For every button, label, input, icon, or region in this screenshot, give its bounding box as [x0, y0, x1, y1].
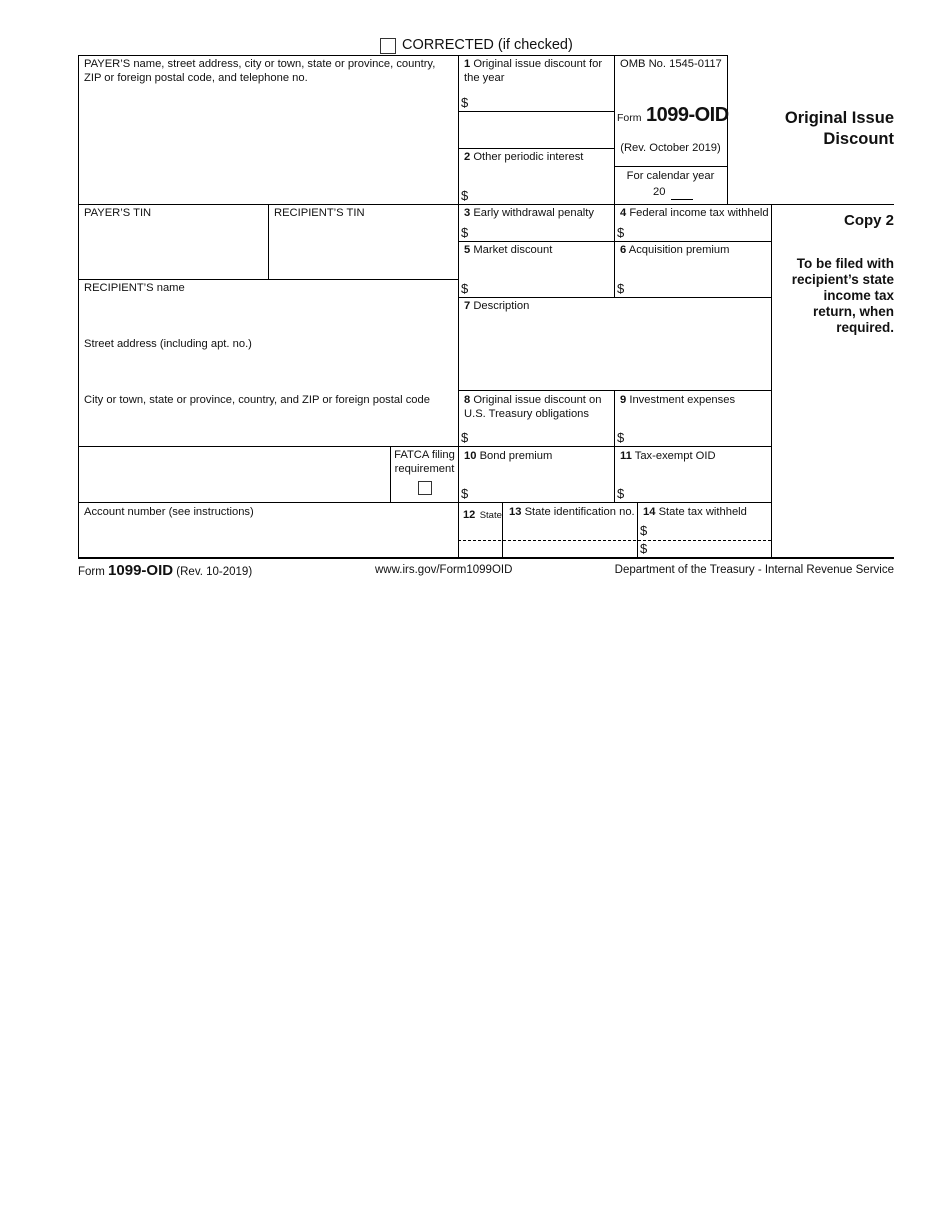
box9-dollar: $ [617, 430, 625, 445]
box7-label [464, 299, 764, 313]
box6-number: 6 [620, 244, 627, 256]
box9-value[interactable] [631, 430, 761, 446]
copy-line: income tax [823, 288, 894, 303]
box1-label [464, 57, 610, 85]
box6-dollar: $ [617, 281, 625, 296]
box14-value-1[interactable] [654, 522, 766, 538]
box5-label [464, 243, 612, 257]
recipient-street-label: Street address (including apt. no.) [84, 338, 252, 350]
box11-value[interactable] [631, 486, 761, 502]
box5-value[interactable] [475, 281, 605, 297]
recipient-city-label: City or town, state or province, country, and ZIP or foreign postal code [84, 394, 430, 406]
box13-value-2[interactable] [505, 542, 635, 556]
box7-text: Description [473, 300, 530, 312]
box6-value[interactable] [631, 281, 761, 297]
footer-url[interactable]: www.irs.gov/Form1099OID [375, 564, 513, 576]
box14-label [643, 505, 747, 519]
box12-value-1[interactable] [460, 520, 500, 538]
box10-dollar: $ [461, 486, 469, 501]
corrected-label: CORRECTED (if checked) [402, 37, 573, 53]
recipient-name-label: RECIPIENT’S name [84, 282, 185, 294]
omb-number: OMB No. 1545-0117 [620, 58, 722, 70]
account-number-label: Account number (see instructions) [84, 506, 254, 518]
form-title-block [617, 104, 729, 127]
box12-text: State [479, 510, 502, 521]
box4-text: Federal income tax withheld [629, 207, 769, 219]
box10-number: 10 [464, 450, 477, 462]
title-line-2: Discount [823, 130, 894, 148]
form-number: 1099-OID [645, 104, 729, 126]
copy-instructions [760, 256, 894, 336]
box9-text: Investment expenses [629, 394, 736, 406]
box4-dollar: $ [617, 225, 625, 240]
box6-label [620, 243, 768, 257]
box4-label [620, 206, 770, 220]
box7-number: 7 [464, 300, 471, 312]
box1-value[interactable] [475, 95, 605, 111]
box3-label [464, 206, 612, 220]
footer-revision: (Rev. 10-2019) [176, 566, 253, 578]
calendar-year-label: For calendar year [626, 170, 715, 182]
box10-text: Bond premium [479, 450, 553, 462]
box8-text: Original issue discount on U.S. Treasury obligations [464, 394, 602, 420]
box9-number: 9 [620, 394, 627, 406]
box2-value[interactable] [475, 188, 605, 204]
payer-tin-label: PAYER’S TIN [84, 207, 152, 219]
form-word: Form [617, 112, 642, 124]
box4-value[interactable] [631, 225, 761, 241]
box14-value-2[interactable] [654, 542, 766, 556]
box13-label [509, 505, 635, 519]
box11-dollar: $ [617, 486, 625, 501]
box11-label [620, 449, 768, 463]
footer-form-id [78, 562, 252, 579]
box8-label [464, 393, 612, 421]
form-title [740, 108, 894, 150]
box1-text: Original issue discount for the year [464, 58, 603, 84]
box3-dollar: $ [461, 225, 469, 240]
box8-number: 8 [464, 394, 471, 406]
box4-number: 4 [620, 207, 627, 219]
footer-form-number: 1099-OID [108, 562, 174, 579]
box14-number: 14 [643, 506, 656, 518]
box11-number: 11 [620, 450, 632, 462]
box10-label [464, 449, 612, 463]
box14-dollar-1: $ [640, 523, 648, 538]
box11-text: Tax-exempt OID [634, 450, 716, 462]
copy-label: Copy 2 [843, 212, 894, 229]
box8-dollar: $ [461, 430, 469, 445]
box6-text: Acquisition premium [628, 244, 730, 256]
box2-number: 2 [464, 151, 471, 163]
box8-value[interactable] [475, 430, 605, 446]
box13-text: State identification no. [524, 506, 635, 518]
box3-value[interactable] [475, 225, 605, 241]
box2-text: Other periodic interest [473, 151, 584, 163]
box5-text: Market discount [473, 244, 553, 256]
box2-dollar: $ [461, 188, 469, 203]
form-revision: (Rev. October 2019) [620, 142, 721, 154]
box14-text: State tax withheld [658, 506, 747, 518]
fatca-label: FATCA filing requirement [394, 449, 455, 475]
title-line-1: Original Issue [784, 109, 894, 127]
box9-label [620, 393, 768, 407]
box2-label [464, 150, 610, 164]
footer-form-word: Form [78, 566, 105, 578]
box7-value[interactable] [464, 316, 764, 386]
box10-value[interactable] [475, 486, 605, 502]
calendar-year-input[interactable] [671, 186, 693, 200]
box5-dollar: $ [461, 281, 469, 296]
calendar-year-prefix: 20 [653, 186, 666, 198]
copy-line: return, when [812, 304, 894, 319]
box3-number: 3 [464, 207, 471, 219]
copy-line: recipient’s state [791, 272, 894, 287]
footer-department: Department of the Treasury - Internal Revenue Service [614, 564, 894, 576]
copy-line: To be filed with [796, 256, 894, 271]
box13-value-1[interactable] [505, 520, 635, 538]
corrected-checkbox[interactable] [380, 38, 396, 54]
box14-dollar-2: $ [640, 541, 648, 556]
box13-number: 13 [509, 506, 522, 518]
fatca-checkbox[interactable] [418, 481, 432, 495]
box12-value-2[interactable] [460, 542, 500, 556]
copy-line: required. [836, 320, 894, 335]
box12-number: 12 [463, 509, 476, 521]
box1-number: 1 [464, 58, 471, 70]
box3-text: Early withdrawal penalty [473, 207, 594, 219]
box1-dollar: $ [461, 95, 469, 110]
payer-name-label: PAYER’S name, street address, city or town, state or province, country, ZIP or foreign postal code, and telephone no. [84, 58, 436, 84]
recipient-tin-label: RECIPIENT’S TIN [274, 207, 365, 219]
box5-number: 5 [464, 244, 471, 256]
